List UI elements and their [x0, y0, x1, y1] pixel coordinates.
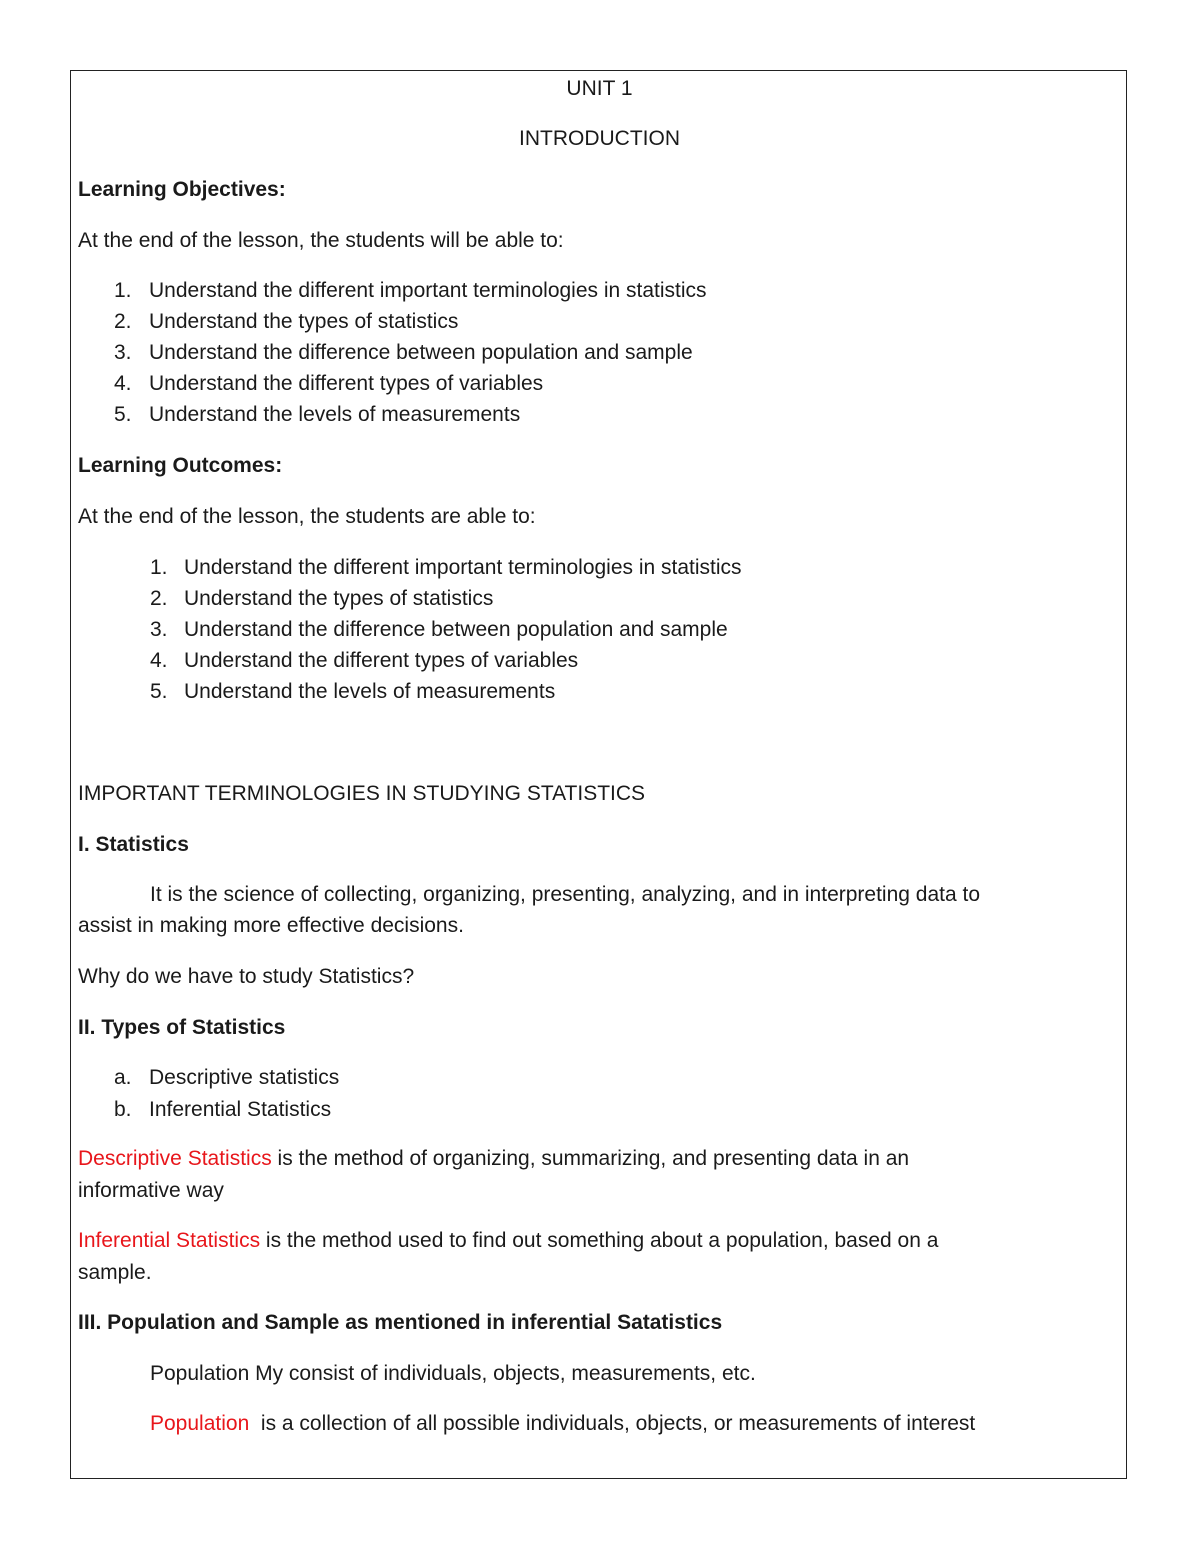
- statistics-heading: I. Statistics: [78, 833, 189, 856]
- objectives-intro: At the end of the lesson, the students will be able to:: [78, 229, 564, 252]
- statistics-definition-line1: It is the science of collecting, organizing, presenting, analyzing, and in interpreting data to: [150, 883, 981, 906]
- population-heading: III. Population and Sample as mentioned in inferential Satatistics: [78, 1311, 723, 1334]
- unit-title: UNIT 1: [566, 77, 633, 100]
- population-term: Population: [150, 1412, 250, 1435]
- statistics-question: Why do we have to study Statistics?: [78, 965, 415, 988]
- descriptive-definition-line1: Descriptive Statistics is the method of organizing, summarizing, and presenting data in an: [78, 1147, 910, 1170]
- inferential-definition-line1: Inferential Statistics is the method used to find out something about a population, based on a: [78, 1229, 939, 1252]
- inferential-definition-line2: sample.: [78, 1261, 152, 1284]
- descriptive-term: Descriptive Statistics: [78, 1147, 272, 1170]
- terminologies-heading: IMPORTANT TERMINOLOGIES IN STUDYING STATISTICS: [78, 782, 646, 805]
- statistics-definition-line2: assist in making more effective decisions.: [78, 914, 464, 937]
- objectives-heading: Learning Objectives:: [78, 178, 286, 201]
- population-note: Population My consist of individuals, objects, measurements, etc.: [150, 1362, 756, 1385]
- outcomes-heading: Learning Outcomes:: [78, 454, 283, 477]
- inferential-term: Inferential Statistics: [78, 1229, 261, 1252]
- outcomes-intro: At the end of the lesson, the students are able to:: [78, 505, 536, 528]
- population-definition: Population is a collection of all possible individuals, objects, or measurements of interest: [150, 1412, 976, 1435]
- intro-title: INTRODUCTION: [519, 127, 680, 150]
- types-heading: II. Types of Statistics: [78, 1016, 286, 1039]
- descriptive-definition-line2: informative way: [78, 1179, 224, 1202]
